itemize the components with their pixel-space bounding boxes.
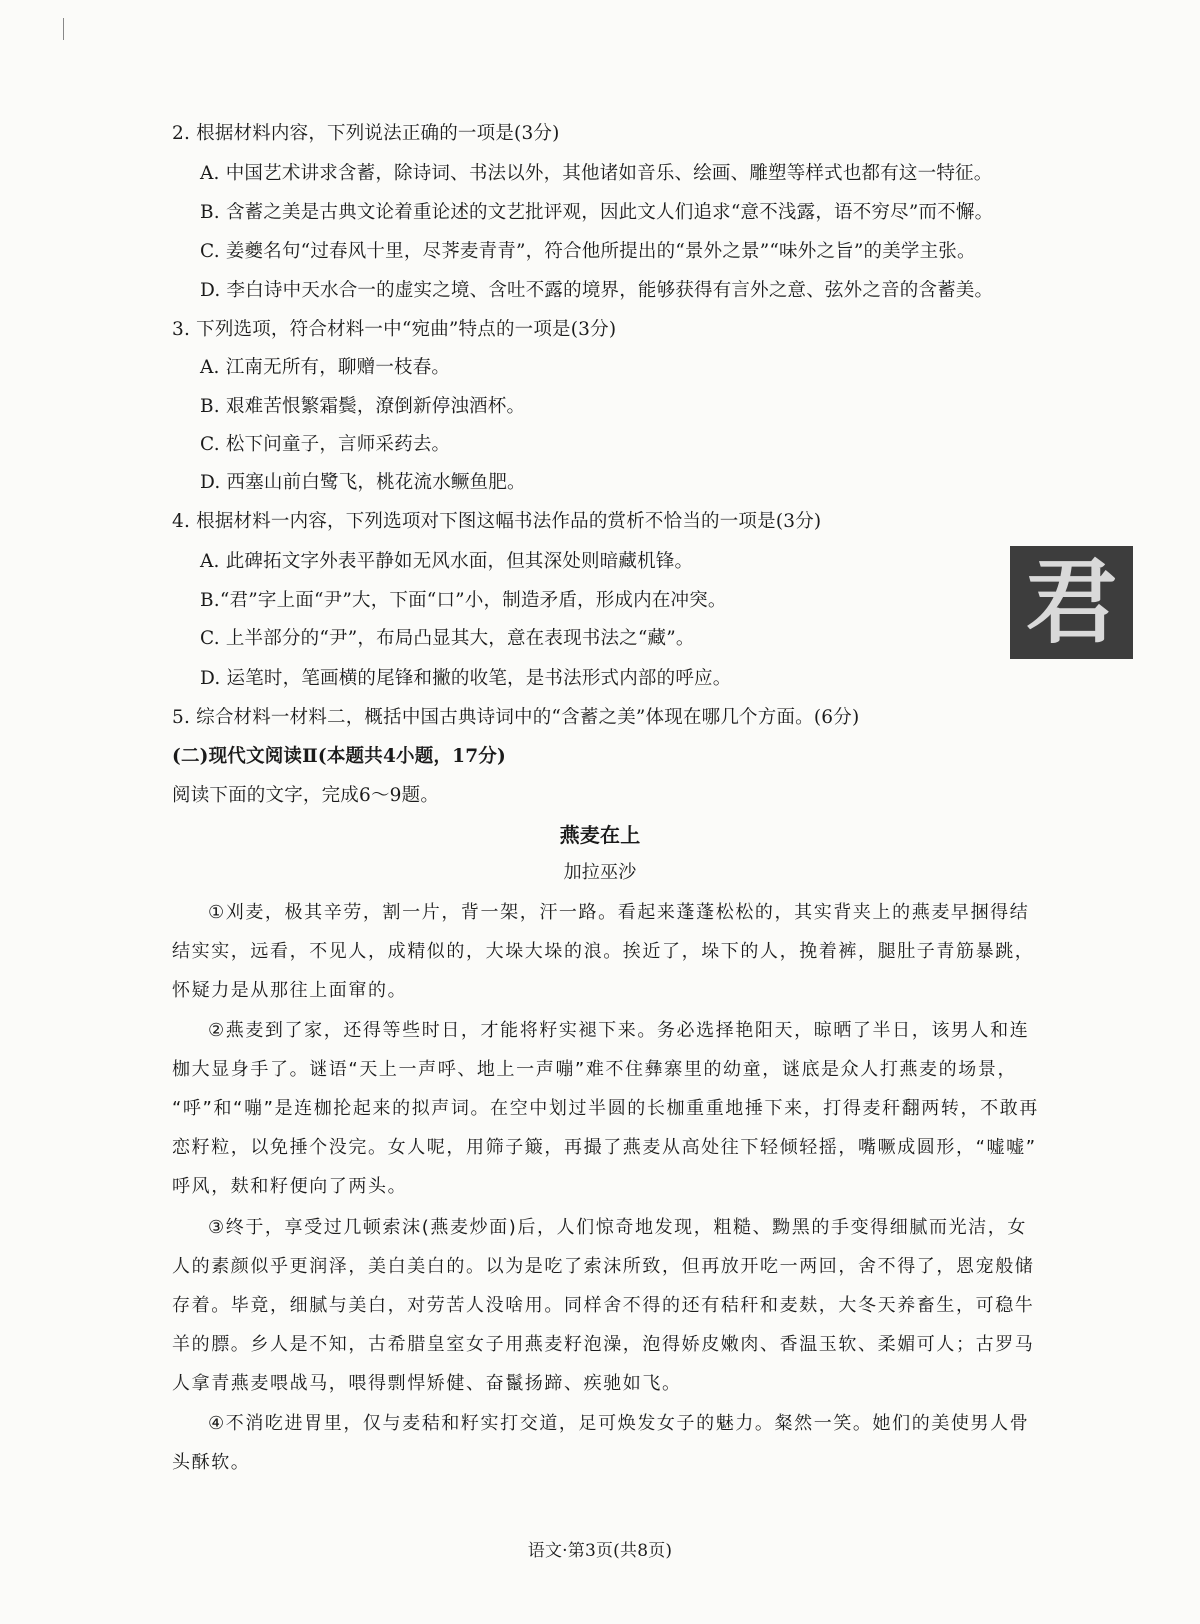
essay-line: 枷大显身手了。谜语“天上一声呼、地上一声嘣”难不住彝寨里的幼童，谜底是众人打燕麦的场景， (172, 1059, 1018, 1080)
question-3-option-a: A. 江南无所有，聊赠一枝春。 (200, 357, 451, 378)
section-heading: (二)现代文阅读Ⅱ(本题共4小题，17分) (172, 746, 506, 767)
question-4-option-b: B.“君”字上面“尹”大，下面“口”小，制造矛盾，形成内在冲突。 (200, 590, 727, 611)
question-5-stem: 5. 综合材料一材料二，概括中国古典诗词中的“含蓄之美”体现在哪几个方面。(6分) (172, 707, 860, 728)
question-2-option-a: A. 中国艺术讲求含蓄，除诗词、书法以外，其他诸如音乐、绘画、雕塑等样式也都有这一特征。 (200, 163, 993, 184)
essay-line: 恋籽粒，以免捶个没完。女人呢，用筛子簸，再撮了燕麦从高处往下轻倾轻摇，嘴噘成圆形，“嘘嘘” (172, 1137, 1037, 1158)
essay-line: 怀疑力是从那往上面窜的。 (172, 980, 408, 1001)
essay-title: 燕麦在上 (559, 823, 641, 847)
calligraphy-character: 君 (1025, 548, 1118, 656)
essay-line: 存着。毕竟，细腻与美白，对劳苦人没啥用。同样舍不得的还有秸秆和麦麸，大冬天养畜生，可稳牛 (172, 1295, 1035, 1316)
essay-line: 呼风，麸和籽便向了两头。 (172, 1176, 408, 1197)
essay-line: ④不消吃进胃里，仅与麦秸和籽实打交道，足可焕发女子的魅力。粲然一笑。她们的美使男人骨 (208, 1413, 1030, 1434)
essay-author: 加拉巫沙 (563, 862, 637, 883)
question-4-option-d: D. 运笔时，笔画横的尾锋和撇的收笔，是书法形式内部的呼应。 (200, 668, 732, 689)
section-instruction: 阅读下面的文字，完成6～9题。 (172, 785, 440, 806)
essay-line: 羊的膘。乡人是不知，古希腊皇室女子用燕麦籽泡澡，泡得娇皮嫩肉、香温玉软、柔媚可人；古罗马 (172, 1334, 1035, 1355)
calligraphy-rubbing-image (1010, 546, 1133, 659)
question-2-option-d: D. 李白诗中天水合一的虚实之境、含吐不露的境界，能够获得有言外之意、弦外之音的含蓄美。 (200, 280, 994, 301)
question-2-stem: 2. 根据材料内容，下列说法正确的一项是(3分) (172, 123, 560, 144)
question-2-option-b: B. 含蓄之美是古典文论着重论述的文艺批评观，因此文人们追求“意不浅露，语不穷尽”而不懈。 (200, 202, 994, 223)
question-4-option-c: C. 上半部分的“尹”，布局凸显其大，意在表现书法之“藏”。 (200, 628, 695, 649)
essay-line: 头酥软。 (172, 1452, 251, 1473)
essay-line: 人拿青燕麦喂战马，喂得剽悍矫健、奋鬣扬蹄、疾驰如飞。 (172, 1373, 682, 1394)
page-footer: 语文·第3页(共8页) (527, 1541, 673, 1561)
question-4-option-a: A. 此碑拓文字外表平静如无风水面，但其深处则暗藏机锋。 (200, 551, 694, 572)
question-3-option-c: C. 松下问童子，言师采药去。 (200, 434, 451, 455)
essay-line: 结实实，远看，不见人，成精似的，大垛大垛的浪。挨近了，垛下的人，挽着裤，腿肚子青筋暴跳， (172, 941, 1035, 962)
essay-line: ③终于，享受过几顿索沫(燕麦炒面)后，人们惊奇地发现，粗糙、黝黑的手变得细腻而光洁，女 (208, 1217, 1027, 1238)
essay-line: ①刈麦，极其辛劳，割一片，背一架，汗一路。看起来蓬蓬松松的，其实背夹上的燕麦早捆得结 (208, 902, 1030, 923)
scan-mark (63, 18, 64, 40)
question-3-option-d: D. 西塞山前白鹭飞，桃花流水鳜鱼肥。 (200, 472, 526, 493)
essay-line: ②燕麦到了家，还得等些时日，才能将籽实褪下来。务必选择艳阳天，晾晒了半日，该男人和连 (208, 1020, 1030, 1041)
question-4-stem: 4. 根据材料一内容，下列选项对下图这幅书法作品的赏析不恰当的一项是(3分) (172, 511, 822, 532)
question-3-stem: 3. 下列选项，符合材料一中“宛曲”特点的一项是(3分) (172, 319, 617, 340)
question-2-option-c: C. 姜夔名句“过春风十里，尽荠麦青青”，符合他所提出的“景外之景”“味外之旨”的美学主张。 (200, 241, 976, 262)
essay-line: 人的素颜似乎更润泽，美白美白的。以为是吃了索沫所致，但再放开吃一两回，舍不得了，恩宠般储 (172, 1256, 1035, 1277)
question-3-option-b: B. 艰难苦恨繁霜鬓，潦倒新停浊酒杯。 (200, 396, 526, 417)
essay-line: “呼”和“嘣”是连枷抡起来的拟声词。在空中划过半圆的长枷重重地捶下来，打得麦秆翻两转，不敢再 (172, 1098, 1039, 1119)
